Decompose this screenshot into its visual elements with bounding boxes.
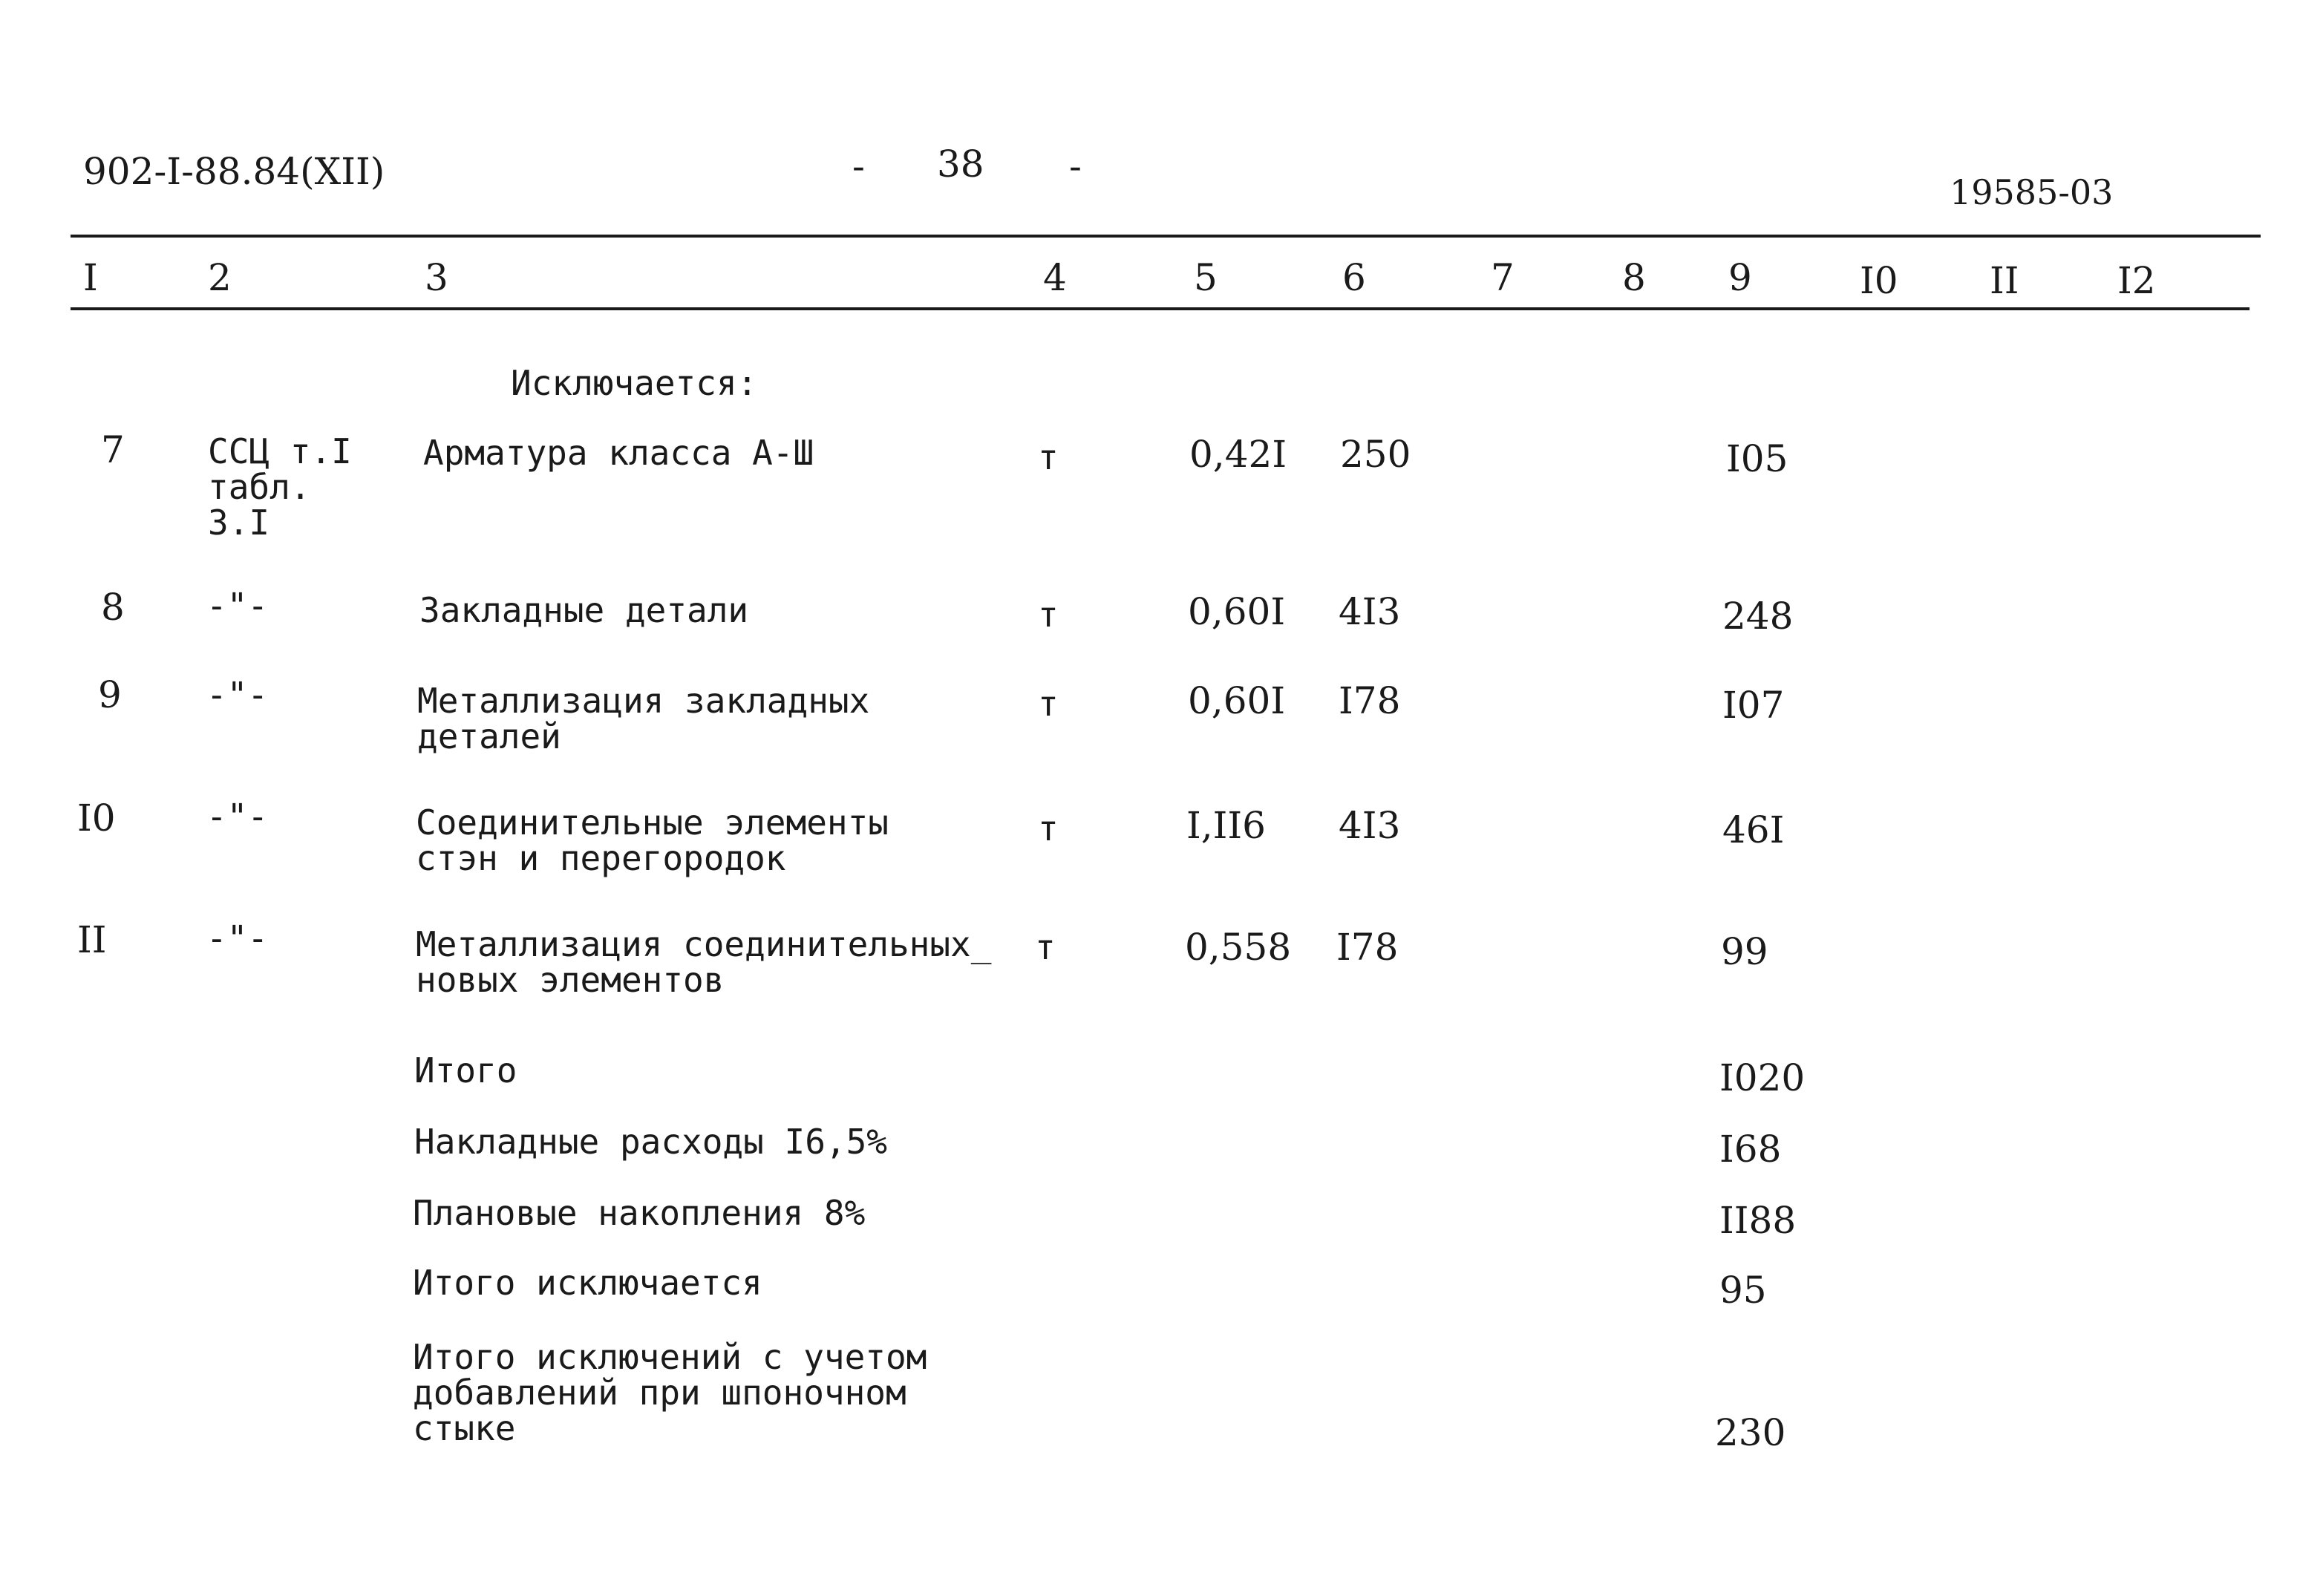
row-quantity: 0,60I: [1188, 590, 1286, 633]
col-header-12: I2: [2117, 259, 2156, 302]
row-quantity: 0,42I: [1189, 433, 1287, 476]
row-reference: -"-: [206, 918, 269, 958]
header-dash-left: -: [852, 145, 865, 188]
row-price: I78: [1339, 679, 1401, 722]
totals-value: 95: [1719, 1269, 1767, 1312]
row-price: 250: [1340, 433, 1411, 476]
row-unit: т: [1038, 595, 1059, 635]
col-header-6: 6: [1342, 256, 1366, 299]
row-price: 4I3: [1339, 590, 1401, 633]
header-dash-right: -: [1069, 145, 1082, 188]
section-title: Исключается:: [511, 363, 758, 403]
totals-value: 230: [1715, 1411, 1786, 1454]
col-header-10: I0: [1860, 259, 1898, 302]
totals-label: Итого исключается: [413, 1263, 762, 1303]
row-quantity: I,II6: [1186, 804, 1266, 847]
col-header-8: 8: [1622, 256, 1646, 299]
row-name: Арматура класса А-Ш: [423, 433, 814, 473]
totals-value: I68: [1719, 1128, 1782, 1171]
col-header-9: 9: [1728, 256, 1752, 299]
row-reference: ССЦ т.I табл. 3.I: [208, 431, 352, 543]
totals-label: Плановые накопления 8%: [413, 1193, 866, 1233]
totals-label: Итого: [414, 1050, 517, 1090]
row-reference: -"-: [206, 797, 269, 837]
row-number: 8: [101, 586, 125, 629]
row-price: 4I3: [1339, 804, 1401, 847]
row-number: 7: [101, 428, 125, 471]
row-number: II: [77, 918, 107, 961]
col-header-4: 4: [1043, 256, 1067, 299]
row-quantity: 0,60I: [1188, 679, 1286, 722]
col-header-7: 7: [1491, 256, 1515, 299]
header-rule-bottom: [71, 307, 2250, 310]
totals-value: I020: [1719, 1056, 1806, 1099]
header-rule-top: [71, 235, 2261, 238]
row-total: 248: [1722, 595, 1794, 638]
row-unit: т: [1038, 437, 1059, 477]
row-total: 46I: [1722, 808, 1785, 851]
col-header-2: 2: [208, 256, 232, 299]
row-unit: т: [1035, 927, 1056, 967]
totals-label: Итого исключений с учетом добавлений при шпоночном стыке: [413, 1337, 927, 1448]
row-reference: -"-: [206, 586, 269, 626]
row-total: I07: [1722, 684, 1785, 727]
row-number: I0: [77, 797, 116, 840]
row-name: Соединительные элементы стэн и перегородок: [416, 802, 889, 878]
row-name: Металлизация закладных деталей: [417, 681, 870, 756]
sheet-code: 19585-03: [1950, 172, 2114, 212]
row-quantity: 0,558: [1185, 926, 1292, 969]
row-unit: т: [1038, 684, 1059, 724]
row-name: Закладные детали: [419, 590, 749, 630]
row-unit: т: [1038, 808, 1059, 848]
row-total: 99: [1721, 930, 1768, 973]
totals-value: II88: [1719, 1199, 1797, 1242]
row-name: Металлизация соединительных_ новых элементов: [416, 924, 992, 1000]
page-number: 38: [937, 143, 984, 186]
col-header-3: 3: [425, 256, 448, 299]
row-price: I78: [1336, 926, 1399, 969]
col-header-1: I: [83, 256, 98, 299]
row-total: I05: [1726, 437, 1788, 480]
row-number: 9: [98, 673, 122, 716]
document-code: 902-I-88.84(XII): [83, 150, 385, 193]
col-header-5: 5: [1194, 256, 1218, 299]
totals-label: Накладные расходы I6,5%: [414, 1122, 887, 1162]
row-reference: -"-: [206, 675, 269, 715]
col-header-11: II: [1990, 259, 2019, 302]
